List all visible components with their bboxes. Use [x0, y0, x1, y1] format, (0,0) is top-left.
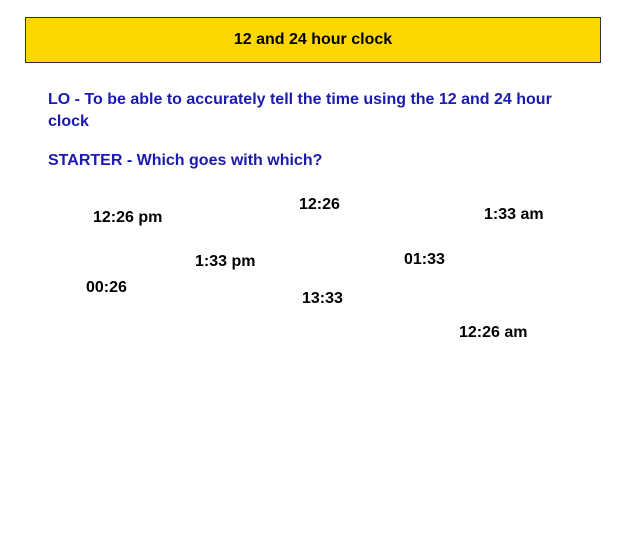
slide-title: 12 and 24 hour clock — [233, 31, 393, 48]
time-label: 12:26 pm — [93, 209, 163, 226]
title-banner — [25, 17, 601, 63]
starter-prompt: STARTER - Which goes with which? — [48, 152, 323, 169]
time-label: 00:26 — [86, 279, 127, 296]
time-label: 1:33 am — [484, 206, 544, 223]
time-label: 13:33 — [302, 290, 343, 307]
learning-objective: LO - To be able to accurately tell the time using the 12 and 24 hour clock — [48, 91, 552, 130]
time-label: 12:26 — [299, 196, 340, 213]
time-label: 1:33 pm — [195, 253, 256, 270]
time-label: 12:26 am — [459, 324, 528, 341]
time-label: 01:33 — [404, 251, 445, 268]
